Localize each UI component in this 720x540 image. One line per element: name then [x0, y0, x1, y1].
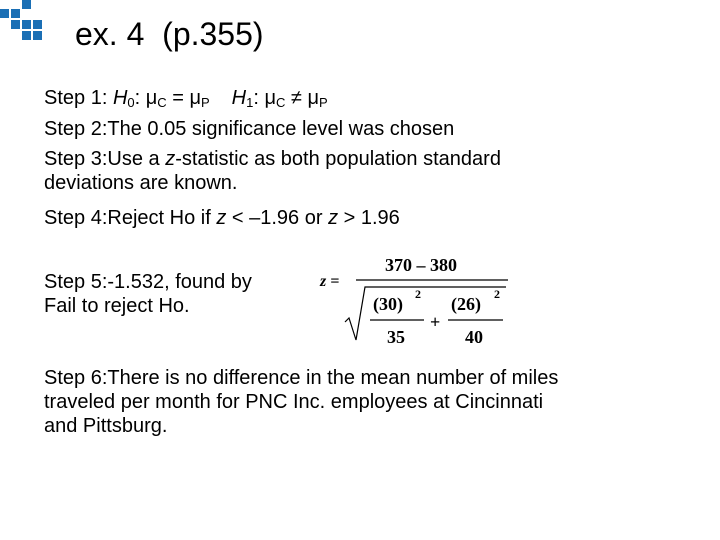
- step-5-conclusion: Fail to reject Ho.: [44, 295, 190, 317]
- step-3-text-line2: deviations are known.: [44, 172, 238, 194]
- formula-numerator: 370 – 380: [385, 255, 457, 275]
- term2-exponent: 2: [494, 287, 500, 301]
- formula-lhs: z =: [320, 273, 340, 290]
- step-3-text: Step 3:Use a: [44, 148, 166, 170]
- term2-base: (26): [451, 294, 481, 314]
- step-2-significance: [44, 117, 454, 141]
- mu-symbol: μ: [264, 87, 277, 109]
- step-3-statistic: [44, 147, 501, 195]
- step-4-decision-rule: [44, 206, 400, 230]
- step-5-result: [44, 270, 252, 318]
- step-4-text: > 1.96: [338, 207, 400, 229]
- step-2-text: Step 2:The 0.05 significance level was chosen: [44, 118, 455, 140]
- plus-sign: +: [430, 312, 441, 332]
- mu-subscript: P: [319, 95, 328, 110]
- h0-symbol: H: [112, 87, 128, 109]
- mu-symbol: μ: [307, 87, 320, 109]
- step-1-hypotheses: [44, 86, 328, 110]
- step-4-text: Step 4:Reject Ho if: [44, 207, 217, 229]
- term1-denominator: 35: [387, 327, 405, 347]
- z-symbol: z: [216, 207, 227, 229]
- h1-subscript: 1: [246, 95, 254, 110]
- term1-exponent: 2: [415, 287, 421, 301]
- mu-subscript: C: [157, 95, 167, 110]
- z-statistic-formula: [318, 250, 518, 350]
- slide-logo-icon: [0, 0, 60, 50]
- z-symbol: z: [165, 148, 176, 170]
- term1-base: (30): [373, 294, 403, 314]
- step-6-text-line1: Step 6:There is no difference in the mean number of miles: [44, 367, 559, 389]
- h1-symbol: H: [231, 87, 247, 109]
- step-6-interpretation: [44, 366, 684, 438]
- step-6-text-line2: traveled per month for PNC Inc. employees at Cincinnati: [44, 391, 544, 413]
- equals-sign: =: [166, 87, 190, 109]
- z-symbol: z: [328, 207, 339, 229]
- step-4-text: < –1.96 or: [226, 207, 329, 229]
- mu-subscript: C: [276, 95, 286, 110]
- slide-title: ex. 4 (p.355): [75, 16, 264, 52]
- step-6-text-line3: and Pittsburg.: [44, 415, 168, 437]
- step-1-label: Step 1:: [44, 87, 113, 109]
- mu-symbol: μ: [189, 87, 201, 109]
- h0-subscript: 0: [127, 95, 135, 110]
- step-3-text: -statistic as both population standard: [175, 148, 501, 170]
- mu-symbol: μ: [145, 87, 158, 109]
- h1-colon: :: [253, 87, 265, 109]
- step-5-text: Step 5:-1.532, found by: [44, 271, 252, 293]
- h0-colon: :: [134, 87, 146, 109]
- mu-subscript: P: [201, 95, 210, 110]
- not-equal-sign: ≠: [285, 87, 308, 109]
- term2-denominator: 40: [465, 327, 483, 347]
